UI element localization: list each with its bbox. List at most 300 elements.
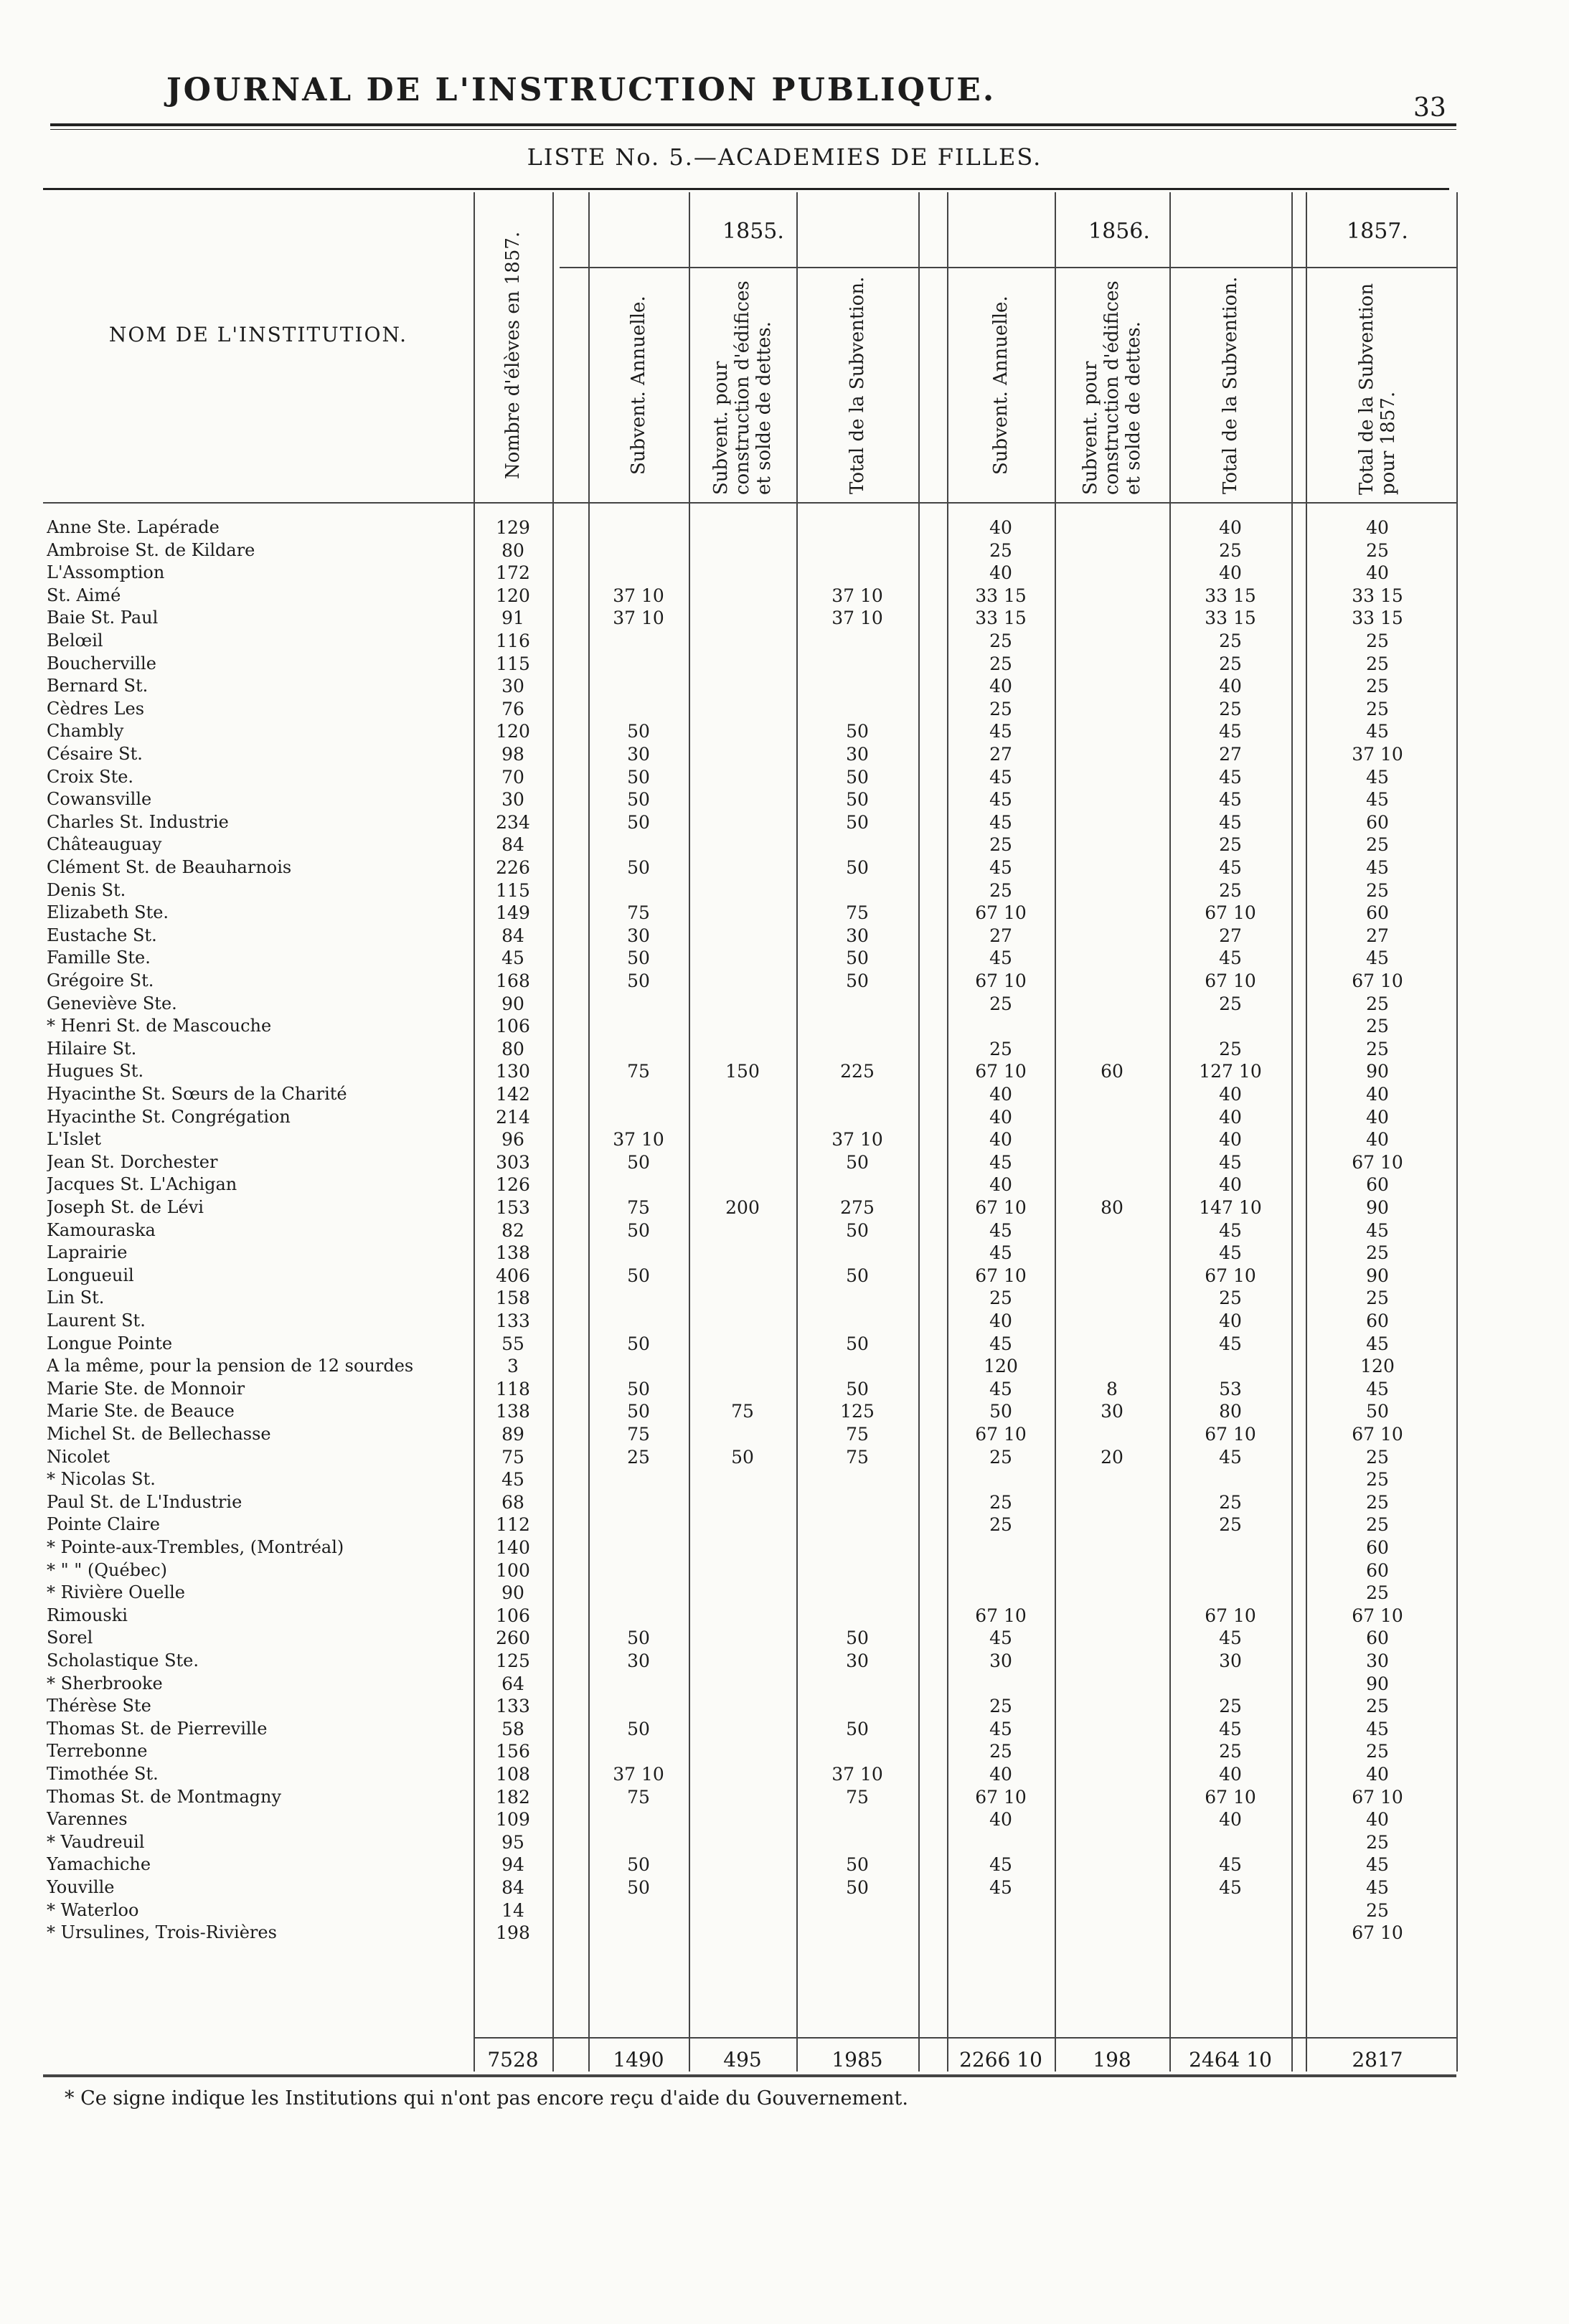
institution-name: * Waterloo <box>47 1899 139 1920</box>
institution-name: Terrebonne <box>47 1741 148 1762</box>
cell-eleves: 106 <box>496 1605 530 1626</box>
table-row <box>0 925 1569 947</box>
institution-name: Youville <box>47 1877 115 1897</box>
institution-name: Cèdres Les <box>47 698 145 719</box>
table-row <box>0 630 1569 652</box>
table-row <box>0 1468 1569 1491</box>
cell-eleves: 82 <box>501 1219 524 1241</box>
cell-t57: 67 10 <box>1352 970 1403 991</box>
cell-t55: 37 10 <box>831 1764 883 1785</box>
table-row <box>0 1536 1569 1559</box>
cell-a55: 50 <box>627 948 650 969</box>
cell-t55: 75 <box>846 1424 869 1445</box>
cell-eleves: 84 <box>501 1877 524 1898</box>
cell-t57: 25 <box>1366 1582 1389 1604</box>
table-row <box>0 675 1569 697</box>
table-row <box>0 833 1569 856</box>
cell-t55: 50 <box>846 970 869 991</box>
cell-t57: 40 <box>1366 562 1389 584</box>
year-header: 1856. <box>1088 219 1150 244</box>
table-row <box>0 1083 1569 1105</box>
cell-t55: 225 <box>840 1061 875 1082</box>
cell-a56: 27 <box>989 925 1012 946</box>
institution-name: Eustache St. <box>47 925 157 945</box>
cell-a55: 30 <box>627 925 650 946</box>
institution-name: Varennes <box>47 1809 128 1830</box>
cell-eleves: 226 <box>496 857 530 878</box>
title-rule <box>50 123 1456 126</box>
table-row <box>0 1196 1569 1219</box>
cell-a56: 45 <box>989 1877 1012 1898</box>
cell-c56: 60 <box>1101 1061 1123 1082</box>
institution-name: Jean St. Dorchester <box>47 1151 218 1172</box>
cell-t57: 45 <box>1366 1378 1389 1399</box>
cell-a56: 45 <box>989 857 1012 878</box>
cell-t56: 45 <box>1219 766 1242 788</box>
cell-eleves: 76 <box>501 698 524 719</box>
cell-eleves: 108 <box>496 1764 530 1785</box>
institution-name: Bernard St. <box>47 676 149 696</box>
cell-t56: 127 10 <box>1199 1061 1262 1082</box>
institution-name: Scholastique Ste. <box>47 1650 199 1671</box>
cell-t57: 45 <box>1366 1854 1389 1876</box>
cell-eleves: 142 <box>496 1084 530 1105</box>
table-row <box>0 1582 1569 1604</box>
cell-t57: 25 <box>1366 1016 1389 1037</box>
institution-name: Hyacinthe St. Sœurs de la Charité <box>47 1084 347 1104</box>
table-row <box>0 1333 1569 1355</box>
cell-a55: 75 <box>627 1786 650 1808</box>
cell-t56: 33 15 <box>1205 585 1256 606</box>
cell-t56: 45 <box>1219 721 1242 742</box>
table-row <box>0 1423 1569 1445</box>
cell-a56: 45 <box>989 766 1012 788</box>
cell-a56: 40 <box>989 1809 1012 1831</box>
cell-a56: 67 10 <box>975 1786 1027 1808</box>
table-row <box>0 1310 1569 1332</box>
cell-eleves: 90 <box>501 993 524 1014</box>
cell-a56: 40 <box>989 517 1012 538</box>
table-row <box>0 1015 1569 1037</box>
cell-t57: 67 10 <box>1352 1922 1403 1944</box>
cell-t56: 25 <box>1219 1741 1242 1762</box>
cell-t56: 67 10 <box>1205 1786 1256 1808</box>
table-row <box>0 539 1569 562</box>
cell-t57: 45 <box>1366 1333 1389 1354</box>
institution-name: Clément St. de Beauharnois <box>47 857 292 877</box>
cell-a56: 25 <box>989 653 1012 674</box>
cell-t56: 25 <box>1219 1491 1242 1513</box>
cell-t55: 50 <box>846 857 869 878</box>
cell-a55: 50 <box>627 1628 650 1649</box>
cell-eleves: 133 <box>496 1310 530 1331</box>
institution-name: * Rivière Ouelle <box>47 1582 186 1603</box>
cell-t56: 45 <box>1219 1446 1242 1468</box>
cell-t56: 40 <box>1219 1129 1242 1151</box>
cell-eleves: 94 <box>501 1854 524 1876</box>
cell-a55: 30 <box>627 1650 650 1671</box>
cell-a56: 45 <box>989 1242 1012 1264</box>
cell-a55: 75 <box>627 1197 650 1218</box>
cell-t55: 50 <box>846 1378 869 1399</box>
cell-eleves: 30 <box>501 676 524 697</box>
cell-a56: 67 10 <box>975 1424 1027 1445</box>
table-row <box>0 1446 1569 1468</box>
column-header: Total de la Subvention. <box>847 276 868 495</box>
year-rule <box>560 267 1456 268</box>
institution-name: L'Assomption <box>47 562 165 583</box>
cell-t57: 27 <box>1366 925 1389 946</box>
cell-eleves: 140 <box>496 1537 530 1558</box>
cell-t57: 90 <box>1366 1265 1389 1286</box>
cell-c55: 200 <box>725 1197 760 1218</box>
cell-t57: 25 <box>1366 1242 1389 1264</box>
cell-a56: 40 <box>989 1764 1012 1785</box>
cell-t56: 25 <box>1219 653 1242 674</box>
cell-eleves: 84 <box>501 925 524 946</box>
cell-t56: 25 <box>1219 1288 1242 1309</box>
table-row <box>0 1831 1569 1853</box>
cell-t56: 45 <box>1219 1718 1242 1739</box>
cell-t57: 25 <box>1366 834 1389 856</box>
cell-eleves: 109 <box>496 1809 530 1831</box>
institution-name: Denis St. <box>47 879 126 900</box>
total-t57: 2817 <box>1352 2048 1403 2072</box>
table-row <box>0 993 1569 1015</box>
institution-name: Joseph St. de Lévi <box>47 1197 204 1217</box>
cell-a55: 75 <box>627 902 650 924</box>
cell-t56: 53 <box>1219 1378 1242 1399</box>
table-row <box>0 1265 1569 1287</box>
cell-eleves: 156 <box>496 1741 530 1762</box>
cell-a55: 75 <box>627 1424 650 1445</box>
cell-a56: 45 <box>989 789 1012 811</box>
cell-eleves: 58 <box>501 1718 524 1739</box>
institution-name: Timothée St. <box>47 1764 159 1784</box>
cell-a55: 50 <box>627 1378 650 1399</box>
cell-t57: 25 <box>1366 1696 1389 1717</box>
cell-eleves: 89 <box>501 1424 524 1445</box>
institution-name: Châteauguay <box>47 834 162 855</box>
table-row <box>0 1718 1569 1740</box>
cell-t56: 67 10 <box>1205 1265 1256 1286</box>
table-row <box>0 1219 1569 1242</box>
table-row <box>0 879 1569 902</box>
cell-a56: 25 <box>989 1288 1012 1309</box>
cell-eleves: 116 <box>496 630 530 651</box>
cell-eleves: 98 <box>501 744 524 765</box>
cell-a56: 45 <box>989 1219 1012 1241</box>
cell-a56: 40 <box>989 676 1012 697</box>
cell-t57: 67 10 <box>1352 1786 1403 1808</box>
cell-t57: 60 <box>1366 1310 1389 1331</box>
cell-eleves: 214 <box>496 1106 530 1128</box>
cell-t55: 50 <box>846 721 869 742</box>
footnote: * Ce signe indique les Institutions qui n'ont pas encore reçu d'aide du Gouvernement. <box>65 2087 908 2110</box>
cell-a56: 40 <box>989 1129 1012 1151</box>
cell-t55: 37 10 <box>831 608 883 629</box>
cell-t57: 25 <box>1366 1899 1389 1921</box>
cell-t57: 45 <box>1366 1718 1389 1739</box>
cell-t57: 60 <box>1366 1559 1389 1581</box>
cell-eleves: 70 <box>501 766 524 788</box>
cell-t56: 40 <box>1219 1106 1242 1128</box>
cell-t57: 40 <box>1366 517 1389 538</box>
cell-a55: 50 <box>627 1265 650 1286</box>
table-row <box>0 562 1569 584</box>
cell-t57: 67 10 <box>1352 1424 1403 1445</box>
cell-c56: 20 <box>1101 1446 1123 1468</box>
institution-name: Anne Ste. Lapérade <box>47 517 220 537</box>
table-row <box>0 1650 1569 1672</box>
cell-t57: 45 <box>1366 766 1389 788</box>
cell-t56: 45 <box>1219 857 1242 878</box>
cell-a56: 50 <box>989 1401 1012 1422</box>
cell-eleves: 45 <box>501 948 524 969</box>
cell-c56: 8 <box>1106 1378 1118 1399</box>
cell-t56: 45 <box>1219 1151 1242 1173</box>
cell-t56: 45 <box>1219 1854 1242 1876</box>
cell-a55: 50 <box>627 811 650 833</box>
cell-a56: 25 <box>989 879 1012 901</box>
table-bottom-rule <box>43 2074 1456 2077</box>
table-row <box>0 1128 1569 1151</box>
cell-a55: 50 <box>627 1333 650 1354</box>
institution-name: * Nicolas St. <box>47 1469 156 1490</box>
institution-name: Michel St. de Bellechasse <box>47 1424 271 1444</box>
table-row <box>0 1899 1569 1922</box>
cell-eleves: 68 <box>501 1491 524 1513</box>
cell-eleves: 158 <box>496 1288 530 1309</box>
cell-eleves: 112 <box>496 1514 530 1536</box>
cell-t57: 33 15 <box>1352 608 1403 629</box>
cell-t55: 37 10 <box>831 1129 883 1151</box>
title-rule-thin <box>50 129 1456 130</box>
cell-t57: 60 <box>1366 902 1389 924</box>
cell-eleves: 138 <box>496 1242 530 1264</box>
institution-name: Ambroise St. de Kildare <box>47 539 255 560</box>
cell-a55: 37 10 <box>613 1129 664 1151</box>
cell-eleves: 95 <box>501 1831 524 1853</box>
institution-name: Laurent St. <box>47 1310 146 1331</box>
cell-t57: 25 <box>1366 1446 1389 1468</box>
cell-t57: 25 <box>1366 676 1389 697</box>
cell-eleves: 80 <box>501 1038 524 1059</box>
cell-t57: 25 <box>1366 1469 1389 1491</box>
table-row <box>0 516 1569 539</box>
total-a55: 1490 <box>613 2048 664 2072</box>
institution-name: Kamouraska <box>47 1219 156 1240</box>
cell-a56: 67 10 <box>975 970 1027 991</box>
cell-t57: 45 <box>1366 1219 1389 1241</box>
year-header: 1855. <box>722 219 784 244</box>
table-row <box>0 1627 1569 1649</box>
institution-name: Baie St. Paul <box>47 608 159 628</box>
cell-t55: 50 <box>846 1333 869 1354</box>
institution-name: Jacques St. L'Achigan <box>47 1174 237 1195</box>
cell-t56: 67 10 <box>1205 902 1256 924</box>
table-row <box>0 1876 1569 1899</box>
cell-t55: 50 <box>846 1854 869 1876</box>
institution-name: Paul St. de L'Industrie <box>47 1491 242 1512</box>
table-row <box>0 970 1569 992</box>
table-row <box>0 947 1569 969</box>
total-a56: 2266 10 <box>959 2048 1042 2072</box>
table-row <box>0 1853 1569 1876</box>
table-row <box>0 1060 1569 1082</box>
cell-a56: 30 <box>989 1650 1012 1671</box>
cell-t57: 90 <box>1366 1197 1389 1218</box>
cell-t57: 45 <box>1366 789 1389 811</box>
year-header: 1857. <box>1347 219 1408 244</box>
cell-a56: 25 <box>989 834 1012 856</box>
cell-t55: 37 10 <box>831 585 883 606</box>
cell-eleves: 149 <box>496 902 530 924</box>
cell-a56: 25 <box>989 1038 1012 1059</box>
institution-name: Elizabeth Ste. <box>47 902 169 923</box>
cell-eleves: 45 <box>501 1469 524 1491</box>
cell-a55: 50 <box>627 1219 650 1241</box>
cell-a55: 50 <box>627 721 650 742</box>
column-header: Subvent. pour construction d'édifices et solde de dettes. <box>1080 280 1144 495</box>
cell-a56: 25 <box>989 698 1012 719</box>
cell-t57: 25 <box>1366 1038 1389 1059</box>
cell-eleves: 118 <box>496 1378 530 1399</box>
cell-a56: 67 10 <box>975 1061 1027 1082</box>
cell-t57: 45 <box>1366 948 1389 969</box>
cell-a55: 50 <box>627 789 650 811</box>
cell-a55: 50 <box>627 857 650 878</box>
cell-eleves: 96 <box>501 1129 524 1151</box>
cell-a56: 45 <box>989 1378 1012 1399</box>
cell-a55: 50 <box>627 1877 650 1898</box>
cell-a56: 40 <box>989 1106 1012 1128</box>
total-c55: 495 <box>723 2048 762 2072</box>
cell-t55: 50 <box>846 789 869 811</box>
institution-name: Belœil <box>47 630 103 651</box>
cell-t56: 40 <box>1219 1310 1242 1331</box>
column-header: Subvent. pour construction d'édifices et solde de dettes. <box>710 280 775 495</box>
cell-a56: 120 <box>984 1356 1018 1377</box>
cell-t55: 30 <box>846 1650 869 1671</box>
institution-name: * Vaudreuil <box>47 1831 145 1852</box>
institution-name: Pointe Claire <box>47 1514 160 1535</box>
cell-a55: 30 <box>627 744 650 765</box>
cell-t57: 30 <box>1366 1650 1389 1671</box>
cell-t56: 45 <box>1219 1333 1242 1354</box>
cell-t56: 25 <box>1219 834 1242 856</box>
cell-a56: 45 <box>989 948 1012 969</box>
cell-a56: 40 <box>989 1084 1012 1105</box>
cell-a56: 27 <box>989 744 1012 765</box>
cell-t55: 75 <box>846 1446 869 1468</box>
total-eleves: 7528 <box>487 2048 539 2072</box>
institution-name: * Ursulines, Trois-Rivières <box>47 1922 277 1943</box>
cell-a56: 33 15 <box>975 585 1027 606</box>
cell-t56: 45 <box>1219 1877 1242 1898</box>
table-row <box>0 856 1569 879</box>
institution-name: Thomas St. de Montmagny <box>47 1786 282 1807</box>
institution-name: Nicolet <box>47 1446 110 1467</box>
cell-t57: 90 <box>1366 1673 1389 1694</box>
cell-t56: 27 <box>1219 744 1242 765</box>
cell-t56: 27 <box>1219 925 1242 946</box>
cell-eleves: 120 <box>496 585 530 606</box>
list-title: LISTE No. 5.—ACADEMIES DE FILLES. <box>527 143 1042 171</box>
cell-a56: 67 10 <box>975 1197 1027 1218</box>
institution-name: Cowansville <box>47 789 152 810</box>
column-header: Total de la Subvention pour 1857. <box>1356 283 1399 495</box>
cell-t56: 25 <box>1219 630 1242 651</box>
institution-name: Chambly <box>47 721 124 742</box>
institution-name: Lin St. <box>47 1288 105 1308</box>
cell-t57: 60 <box>1366 1174 1389 1196</box>
cell-t57: 60 <box>1366 811 1389 833</box>
table-row <box>0 1559 1569 1582</box>
institution-name: Laprairie <box>47 1242 128 1263</box>
cell-t56: 40 <box>1219 1764 1242 1785</box>
table-row <box>0 698 1569 720</box>
institution-name: Yamachiche <box>47 1854 151 1875</box>
table-row <box>0 1378 1569 1400</box>
cell-t56: 45 <box>1219 811 1242 833</box>
table-row <box>0 902 1569 924</box>
cell-t57: 25 <box>1366 698 1389 719</box>
cell-t56: 40 <box>1219 517 1242 538</box>
cell-a56: 40 <box>989 562 1012 584</box>
institution-name: * " " (Québec) <box>47 1559 168 1580</box>
cell-a55: 37 10 <box>613 585 664 606</box>
cell-eleves: 3 <box>507 1356 519 1377</box>
cell-eleves: 90 <box>501 1582 524 1604</box>
cell-t56: 25 <box>1219 1038 1242 1059</box>
table-row <box>0 1038 1569 1060</box>
cell-t57: 33 15 <box>1352 585 1403 606</box>
cell-eleves: 14 <box>501 1899 524 1921</box>
cell-t55: 50 <box>846 811 869 833</box>
cell-t56: 45 <box>1219 789 1242 811</box>
institution-name: Hugues St. <box>47 1061 144 1082</box>
cell-eleves: 153 <box>496 1197 530 1218</box>
cell-eleves: 91 <box>501 608 524 629</box>
institution-name: * Sherbrooke <box>47 1673 163 1694</box>
cell-eleves: 84 <box>501 834 524 856</box>
cell-eleves: 138 <box>496 1401 530 1422</box>
column-header: Nombre d'élèves en 1857. <box>502 231 524 479</box>
cell-t55: 50 <box>846 1265 869 1286</box>
cell-a55: 50 <box>627 970 650 991</box>
cell-t56: 25 <box>1219 539 1242 561</box>
cell-a55: 50 <box>627 1854 650 1876</box>
cell-t56: 147 10 <box>1199 1197 1262 1218</box>
cell-a55: 50 <box>627 1401 650 1422</box>
cell-a56: 25 <box>989 1491 1012 1513</box>
cell-t57: 37 10 <box>1352 744 1403 765</box>
cell-a55: 37 10 <box>613 1764 664 1785</box>
page-number: 33 <box>1413 93 1446 123</box>
cell-t57: 90 <box>1366 1061 1389 1082</box>
cell-t55: 75 <box>846 1786 869 1808</box>
cell-t57: 45 <box>1366 857 1389 878</box>
total-c56: 198 <box>1093 2048 1131 2072</box>
institution-name: Croix Ste. <box>47 766 134 787</box>
cell-t56: 67 10 <box>1205 1424 1256 1445</box>
total-t56: 2464 10 <box>1189 2048 1272 2072</box>
cell-a55: 37 10 <box>613 608 664 629</box>
table-row <box>0 1287 1569 1309</box>
cell-t56: 25 <box>1219 993 1242 1014</box>
cell-t57: 40 <box>1366 1084 1389 1105</box>
